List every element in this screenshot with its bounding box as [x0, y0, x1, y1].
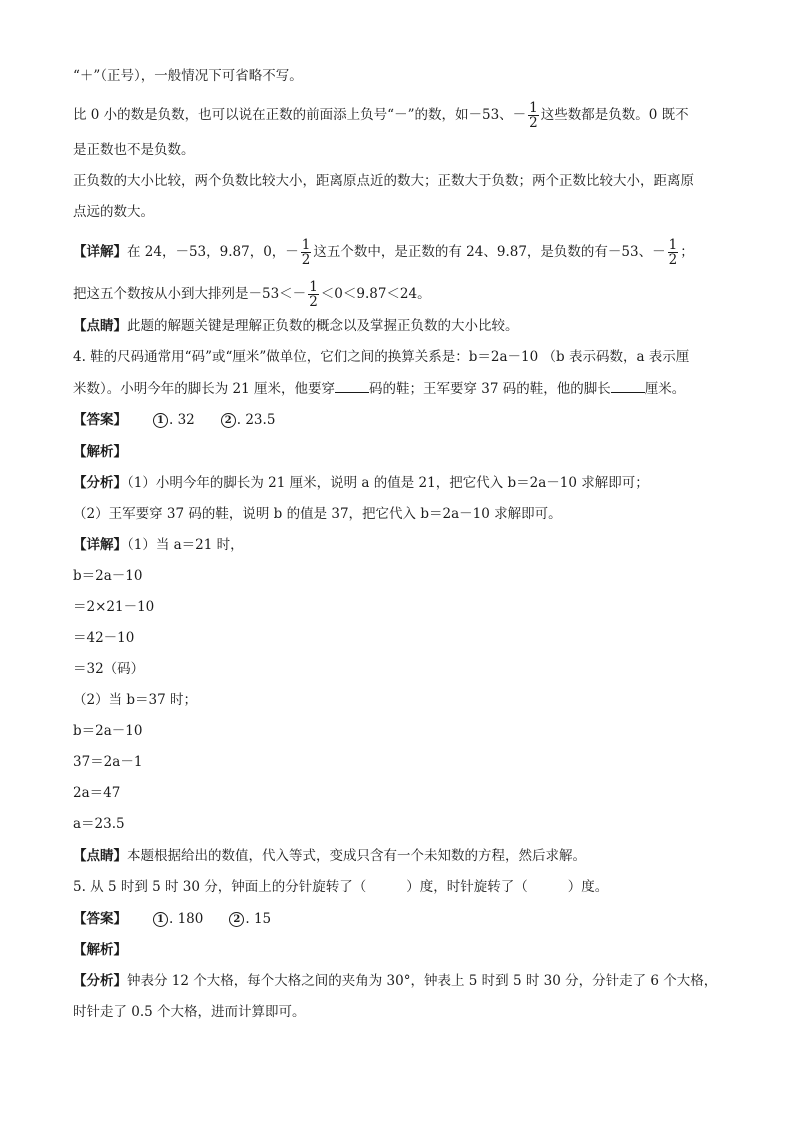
answer-blank [611, 380, 645, 393]
section-tag: 【答案】 [73, 911, 127, 927]
equation-line: 2a＝47 [73, 785, 121, 801]
circled-number: 1 [153, 413, 168, 428]
equation-line: ＝32（码） [73, 661, 145, 677]
equation-line: a＝23.5 [73, 816, 125, 832]
equation-line: 37＝2a－1 [73, 754, 143, 770]
text-line: “＋”（正号），一般情况下可省略不写。 [73, 68, 303, 84]
text-line: 米数）。小明今年的脚长为 21 厘米，他要穿 码的鞋；王军要穿 37 码的鞋，他的脚长 厘米。 [73, 381, 686, 397]
equation-line: b＝2a－10 [73, 568, 143, 584]
text-line: 【分析】（1）小明今年的脚长为 21 厘米，说明 a 的值是 21，把它代入 b＝2a－10 求解即可； [73, 475, 649, 491]
section-tag: 【解析】 [73, 942, 127, 958]
text-line: （2）王军要穿 37 码的鞋，说明 b 的值是 37，把它代入 b＝2a－10 求解即可。 [73, 506, 562, 522]
answer-line: 【答案】 1 . 32 2 . 23.5 [73, 412, 276, 428]
text-line: 比 0 小的数是负数，也可以说在正数的前面添上负号“－”的数，如－53、－ $\frac{1}{2}$ 这些数都是负数。0 既不 [73, 100, 689, 131]
text-line: （2）当 b＝37 时； [73, 692, 197, 708]
circled-number: 1 [153, 912, 168, 927]
text-line: 【详解】在 24，－53，9.87，0，－ $\frac{1}{2}$ 这五个数中，是正数的有 24、9.87，是负数的有－53、－ $\frac{1}{2}$ ； [73, 237, 694, 268]
answer-line: 【答案】 1 . 180 2 . 15 [73, 911, 272, 927]
text-line: 时针走了 0.5 个大格，进而计算即可。 [73, 1004, 306, 1020]
text-line: 点远的数大。 [73, 204, 154, 220]
section-tag: 【分析】 [73, 475, 127, 491]
circled-number: 2 [221, 413, 236, 428]
question-4: 4. 鞋的尺码通常用“码”或“厘米”做单位，它们之间的换算关系是：b＝2a－10 （b 表示码数，a 表示厘 [73, 349, 690, 365]
equation-line: b＝2a－10 [73, 723, 143, 739]
equation-line: ＝2×21－10 [73, 599, 155, 615]
section-tag: 【详解】 [73, 244, 127, 260]
fraction: $\frac{1}{2}$ [668, 237, 678, 268]
question-5: 5. 从 5 时到 5 时 30 分，钟面上的分针旋转了（ ）度，时针旋转了（ ）度。 [73, 879, 609, 895]
answer-blank [335, 380, 369, 393]
section-tag: 【答案】 [73, 412, 127, 428]
section-tag: 【点睛】 [73, 318, 127, 334]
section-tag: 【详解】 [73, 537, 127, 553]
section-tag: 【分析】 [73, 973, 127, 989]
circled-number: 2 [229, 912, 244, 927]
text-line: 【分析】钟表分 12 个大格，每个大格之间的夹角为 30°，钟表上 5 时到 5 时 30 分，分针走了 6 个大格， [73, 973, 718, 989]
text-line: 【点睛】本题根据给出的数值，代入等式，变成只含有一个未知数的方程，然后求解。 [73, 848, 586, 864]
text-line: 把这五个数按从小到大排列是－53＜－ $\frac{1}{2}$ ＜0＜9.87＜24。 [73, 279, 431, 310]
section-tag: 【解析】 [73, 444, 127, 460]
fraction: $\frac{1}{2}$ [301, 237, 311, 268]
equation-line: ＝42－10 [73, 630, 135, 646]
text-line: 【详解】（1）当 a＝21 时， [73, 537, 244, 553]
text-line: 正负数的大小比较，两个负数比较大小，距离原点近的数大；正数大于负数；两个正数比较大小，距离原 [73, 173, 694, 189]
fraction: $\frac{1}{2}$ [529, 100, 538, 131]
section-tag: 【点睛】 [73, 848, 127, 864]
text-line: 【点睛】此题的解题关键是理解正负数的概念以及掌握正负数的大小比较。 [73, 318, 519, 334]
text-line: 是正数也不是负数。 [73, 142, 195, 158]
fraction: $\frac{1}{2}$ [309, 279, 318, 310]
